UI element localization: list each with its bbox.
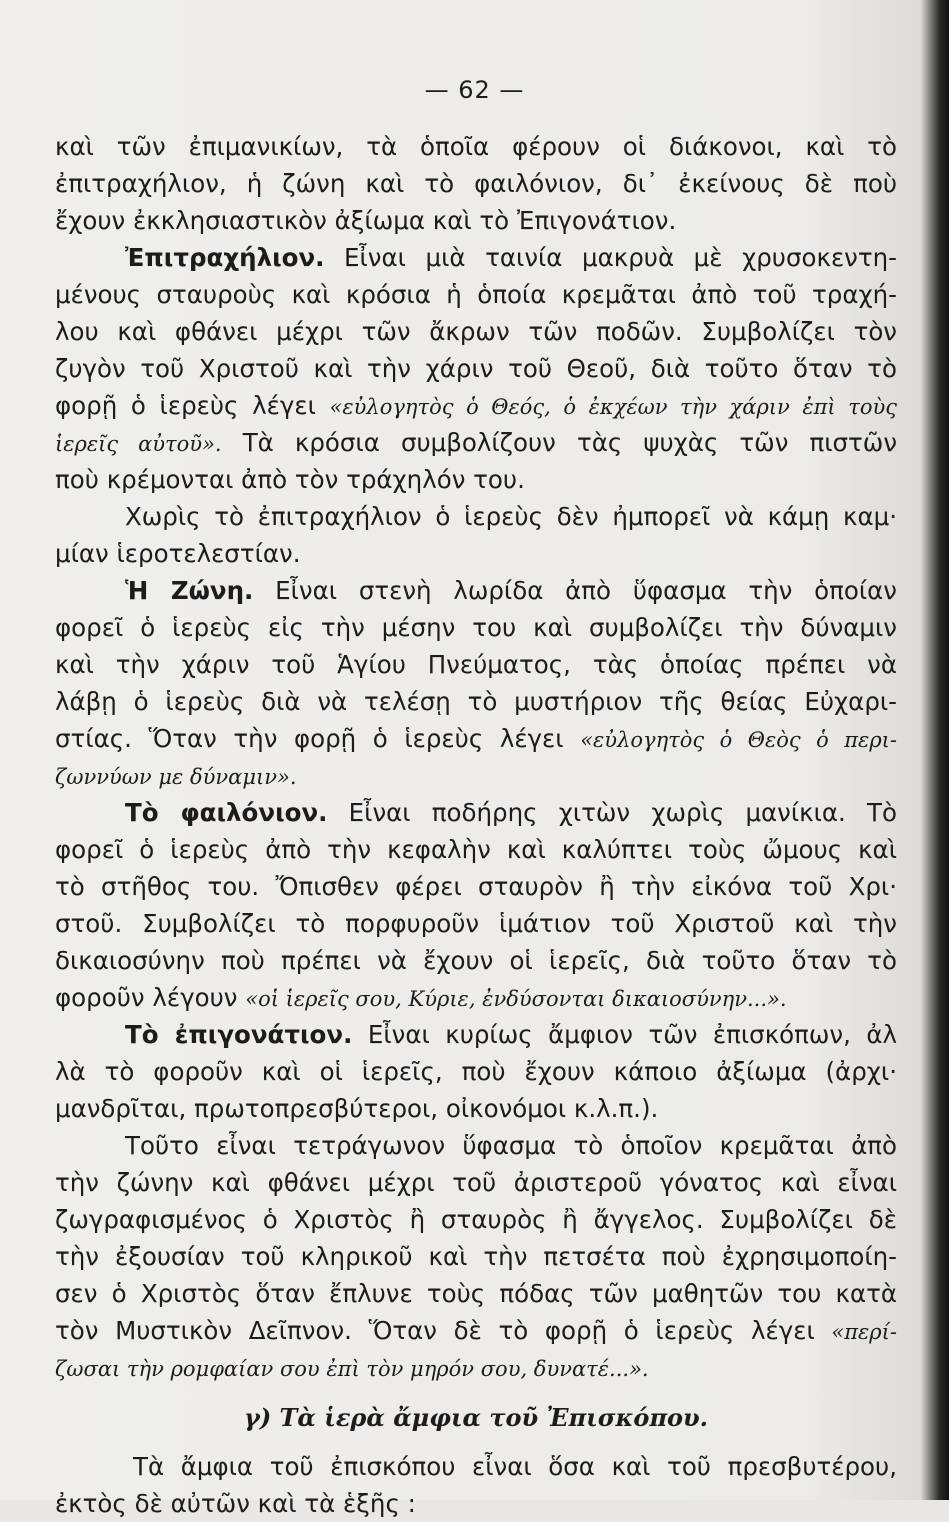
line-text: ζυγὸν τοῦ Χριστοῦ καὶ τὴν χάριν τοῦ Θεοῦ, διὰ τοῦτο ὅταν τὸ bbox=[55, 354, 897, 383]
line-text: ἐπιτραχήλιον, ἡ ζώνη καὶ τὸ φαιλόνιον, δι᾿ ἐκείνους δὲ ποὺ bbox=[55, 169, 897, 198]
text-line bbox=[55, 1164, 897, 1201]
paragraph-lines bbox=[55, 128, 897, 1386]
paragraph-heading: Τὸ φαιλόνιον. bbox=[125, 798, 328, 827]
text-line bbox=[55, 165, 897, 202]
line-text: λὰ τὸ φοροῦν καὶ οἱ ἱερεῖς, ποὺ ἔχουν κάποιο ἀξίωμα (ἀρχι· bbox=[55, 1057, 897, 1086]
line-text: τὴν ζώνην καὶ φθάνει μέχρι τοῦ ἀριστεροῦ γόνατος καὶ εἶναι bbox=[55, 1168, 897, 1197]
section-heading: γ) Τὰ ἱερὰ ἄμφια τοῦ Ἐπισκόπου. bbox=[243, 1403, 709, 1432]
line-text: καὶ τῶν ἐπιμανικίων, τὰ ὁποῖα φέρουν οἱ διάκονοι, καὶ τὸ bbox=[55, 132, 897, 161]
line-text: τὴν ἐξουσίαν τοῦ κληρικοῦ καὶ τὴν πετσέτα ποὺ ἐχρησιμοποίη- bbox=[55, 1242, 897, 1271]
line-text: σεν ὁ Χριστὸς ὅταν ἔπλυνε τοὺς πόδας τῶν μαθητῶν του κατὰ bbox=[55, 1279, 897, 1308]
body-text bbox=[55, 128, 897, 1522]
line-text: στίας. Ὅταν τὴν φορῇ ὁ ἱερεὺς λέγει bbox=[55, 724, 581, 753]
line-text: Εἶναι μιὰ ταινία μακρυὰ μὲ χρυσοκεντη- bbox=[324, 243, 897, 272]
text-line bbox=[55, 461, 897, 498]
page-number: — 62 — bbox=[424, 76, 525, 104]
closing-paragraph bbox=[55, 1448, 897, 1522]
line-text: Χωρὶς τὸ ἐπιτραχήλιον ὁ ἱερεὺς δὲν ἠμπορεῖ νὰ κάμῃ καμ· bbox=[125, 502, 897, 531]
line-text: μένους σταυροὺς καὶ κρόσια ἡ ὁποία κρεμᾶται ἀπὸ τοῦ τραχή- bbox=[55, 280, 897, 309]
line-text: λου καὶ φθάνει μέχρι τῶν ἄκρων τῶν ποδῶν. Συμβολίζει τὸν bbox=[55, 317, 897, 346]
text-line bbox=[55, 535, 897, 572]
line-text: ἐκτὸς δὲ αὐτῶν καὶ τὰ ἑξῆς : bbox=[55, 1489, 416, 1518]
line-text: καὶ τὴν χάριν τοῦ Ἁγίου Πνεύματος, τὰς ὁποίας πρέπει νὰ bbox=[55, 650, 897, 679]
text-line bbox=[55, 942, 897, 979]
text-line bbox=[55, 1312, 897, 1349]
text-line bbox=[55, 609, 897, 646]
text-line bbox=[55, 1448, 897, 1485]
text-line bbox=[55, 1090, 897, 1127]
text-line bbox=[55, 202, 897, 239]
line-text: Τοῦτο εἶναι τετράγωνον ὕφασμα τὸ ὁποῖον κρεμᾶται ἀπὸ bbox=[125, 1131, 897, 1160]
liturgical-quote: ζωσαι τὴν ρομφαίαν σου ἐπὶ τὸν μηρόν σου, δυνατέ...». bbox=[55, 1357, 649, 1381]
liturgical-quote: «εὐλογητὸς ὁ Θεός, ὁ ἐκχέων τὴν χάριν ἐπὶ τοὺς bbox=[329, 395, 897, 419]
line-text: ποὺ κρέμονται ἀπὸ τὸν τράχηλόν του. bbox=[55, 465, 525, 494]
line-text: Εἶναι ποδήρης χιτὼν χωρὶς μανίκια. Τὸ bbox=[327, 798, 897, 827]
line-text: ἔχουν ἐκκλησιαστικὸν ἀξίωμα καὶ τὸ Ἐπιγονάτιον. bbox=[55, 206, 677, 235]
liturgical-quote: ζωννύων με δύναμιν». bbox=[55, 765, 297, 789]
line-text: μανδρῖται, πρωτοπρεσβύτεροι, οἰκονόμοι κ.λ.π.). bbox=[55, 1094, 659, 1123]
liturgical-quote: «εὐλογητὸς ὁ Θεὸς ὁ περι- bbox=[580, 728, 897, 752]
text-line bbox=[55, 868, 897, 905]
line-text: Τὰ κρόσια συμβολίζουν τὰς ψυχὰς τῶν πιστῶν bbox=[221, 428, 898, 457]
text-line bbox=[55, 1127, 897, 1164]
text-line bbox=[55, 646, 897, 683]
text-line bbox=[55, 1238, 897, 1275]
line-text: Εἶναι στενὴ λωρίδα ἀπὸ ὕφασμα τὴν ὁποίαν bbox=[253, 576, 897, 605]
text-line bbox=[55, 1053, 897, 1090]
line-text: φορεῖ ὁ ἱερεὺς ἀπὸ τὴν κεφαλὴν καὶ καλύπτει τοὺς ὤμους καὶ bbox=[55, 835, 897, 864]
paragraph-heading: Ἡ Ζώνη. bbox=[125, 576, 254, 605]
line-text: τὸ στῆθος του. Ὄπισθεν φέρει σταυρὸν ἢ τὴν εἰκόνα τοῦ Χρι· bbox=[55, 872, 897, 901]
line-text: ζωγραφισμένος ὁ Χριστὸς ἢ σταυρὸς ἢ ἄγγελος. Συμβολίζει δὲ bbox=[55, 1205, 897, 1234]
text-line bbox=[55, 720, 897, 757]
text-line bbox=[55, 683, 897, 720]
text-line bbox=[55, 276, 897, 313]
line-text: τὸν Μυστικὸν Δεῖπνον. Ὅταν δὲ τὸ φορῇ ὁ ἱερεὺς λέγει bbox=[55, 1316, 832, 1345]
line-text: στοῦ. Συμβολίζει τὸ πορφυροῦν ἱμάτιον τοῦ Χριστοῦ καὶ τὴν bbox=[55, 909, 897, 938]
line-text: φοροῦν λέγουν bbox=[55, 983, 246, 1012]
text-line bbox=[55, 1485, 897, 1522]
line-text: Τὰ ἄμφια τοῦ ἐπισκόπου εἶναι ὅσα καὶ τοῦ πρεσβυτέρου, bbox=[133, 1452, 897, 1481]
line-text: φορεῖ ὁ ἱερεὺς εἰς τὴν μέσην του καὶ συμβολίζει τὴν δύναμιν bbox=[55, 613, 897, 642]
line-text: λάβῃ ὁ ἱερεὺς διὰ νὰ τελέσῃ τὸ μυστήριον τῆς θείας Εὐχαρι- bbox=[55, 687, 897, 716]
line-text: φορῇ ὁ ἱερεὺς λέγει bbox=[55, 391, 330, 420]
liturgical-quote: «περί- bbox=[831, 1320, 897, 1344]
text-line bbox=[55, 757, 897, 794]
text-line bbox=[55, 1275, 897, 1312]
text-line bbox=[55, 794, 897, 831]
line-text: μίαν ἱεροτελεστίαν. bbox=[55, 539, 301, 568]
text-line bbox=[55, 572, 897, 609]
text-line bbox=[55, 905, 897, 942]
liturgical-quote: «οἱ ἱερεῖς σου, Κύριε, ἐνδύσονται δικαιοσύνην...». bbox=[245, 987, 787, 1011]
text-line bbox=[55, 424, 897, 461]
text-line bbox=[55, 239, 897, 276]
liturgical-quote: ἱερεῖς αὐτοῦ». bbox=[55, 432, 222, 456]
text-line bbox=[55, 1016, 897, 1053]
text-line bbox=[55, 831, 897, 868]
text-line bbox=[55, 498, 897, 535]
text-line bbox=[55, 128, 897, 165]
text-line bbox=[55, 350, 897, 387]
line-text: δικαιοσύνην ποὺ πρέπει νὰ ἔχουν οἱ ἱερεῖς, διὰ τοῦτο ὅταν τὸ bbox=[55, 946, 897, 975]
text-line bbox=[55, 1349, 897, 1386]
text-line bbox=[55, 1201, 897, 1238]
paragraph-heading: Τὸ ἐπιγονάτιον. bbox=[125, 1020, 353, 1049]
text-line bbox=[55, 313, 897, 350]
text-line bbox=[55, 387, 897, 424]
line-text: Εἶναι κυρίως ἄμφιον τῶν ἐπισκόπων, ἀλ bbox=[352, 1020, 898, 1049]
paragraph-heading: Ἐπιτραχήλιον. bbox=[125, 243, 325, 272]
text-line bbox=[55, 979, 897, 1016]
